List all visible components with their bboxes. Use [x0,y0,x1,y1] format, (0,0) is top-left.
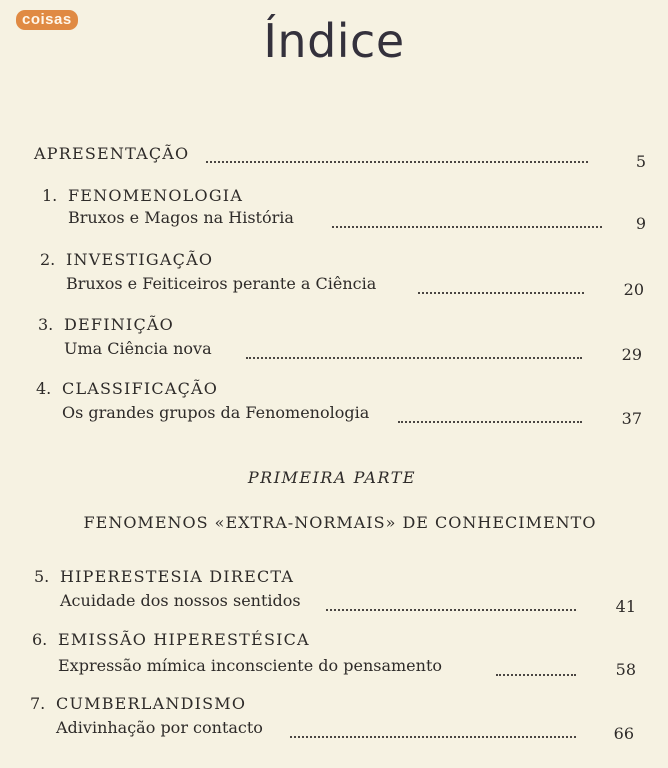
chapter-heading: CUMBERLANDISMO [56,694,247,713]
chapter-number: 1. [42,186,58,205]
chapter-heading: INVESTIGAÇÃO [66,250,214,269]
leader-dots [418,292,584,294]
toc-page-number: 66 [613,724,634,743]
chapter-subtitle: Adivinhação por contacto [56,718,263,737]
site-badge: coisas [16,10,78,30]
chapter-number: 5. [34,567,50,586]
chapter-heading: DEFINIÇÃO [64,315,174,334]
toc-page-number: 9 [635,214,646,233]
chapter-subtitle: Os grandes grupos da Fenomenologia [62,403,370,422]
toc-page-number: 5 [635,152,646,171]
leader-dots [496,674,576,676]
toc-page-number: 29 [621,345,642,364]
chapter-subtitle: Bruxos e Magos na História [68,208,294,227]
toc-page-number: 58 [615,660,636,679]
toc-page-number: 20 [623,280,644,299]
chapter-heading: EMISSÃO HIPERESTÉSICA [58,630,310,649]
leader-dots [326,609,576,611]
chapter-subtitle: Bruxos e Feiticeiros perante a Ciência [66,274,377,293]
chapter-number: 7. [30,694,46,713]
toc-page-number: 41 [615,597,636,616]
chapter-heading: HIPERESTESIA DIRECTA [60,567,295,586]
chapter-heading: CLASSIFICAÇÃO [62,379,219,398]
chapter-subtitle: Expressão mímica inconsciente do pensamento [58,656,443,675]
chapter-number: 4. [36,379,52,398]
page-title: Índice [263,14,405,68]
leader-dots [246,357,582,359]
toc-heading: APRESENTAÇÃO [34,144,190,163]
part-heading: FENOMENOS «EXTRA-NORMAIS» DE CONHECIMENTO [83,513,597,532]
leader-dots [206,161,588,163]
chapter-heading: FENOMENOLOGIA [68,186,244,205]
part-label: PRIMEIRA PARTE [247,468,417,487]
chapter-number: 3. [38,315,54,334]
chapter-number: 2. [40,250,56,269]
leader-dots [398,421,582,423]
chapter-subtitle: Uma Ciência nova [64,339,212,358]
chapter-subtitle: Acuidade dos nossos sentidos [60,591,301,610]
leader-dots [290,736,576,738]
toc-page-number: 37 [621,409,642,428]
leader-dots [332,226,602,228]
chapter-number: 6. [32,630,48,649]
